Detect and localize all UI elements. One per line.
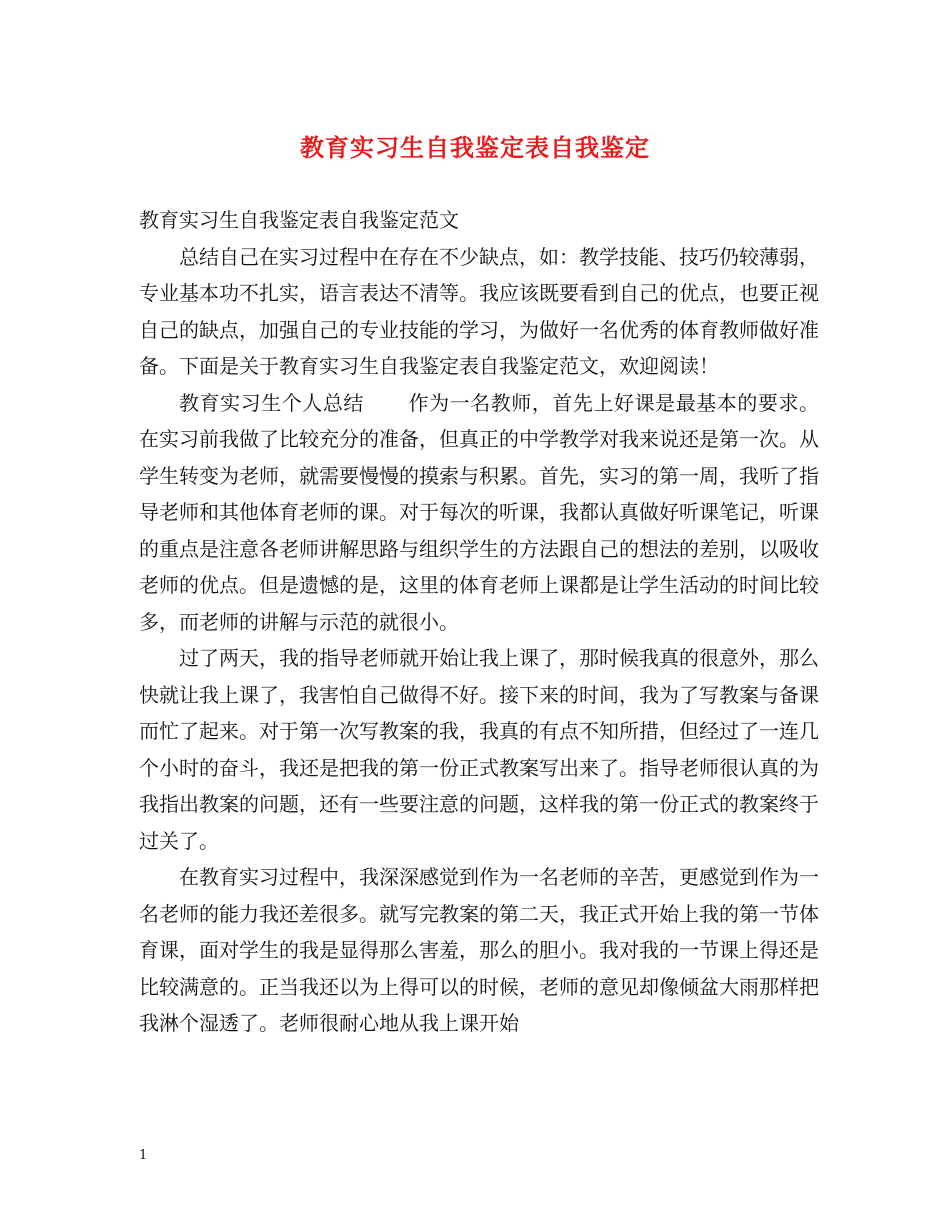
paragraph-2	[139, 385, 819, 641]
paragraph-1: 总结自己在实习过程中在存在不少缺点，如：教学技能、技巧仍较薄弱，专业基本功不扎实，语言表达不清等。我应该既要看到自己的优点，也要正视自己的缺点，加强自己的专业技能的学习，为做好一名优秀的体育教师做好准备。下面是关于教育实习生自我鉴定表自我鉴定范文，欢迎阅读！	[139, 244, 819, 378]
document-subtitle: 教育实习生自我鉴定表自我鉴定范文	[139, 208, 459, 232]
paragraph-2-text: 作为一名教师，首先上好课是最基本的要求。在实习前我做了比较充分的准备，但真正的中学教学对我来说还是第一次。从学生转变为老师，就需要慢慢的摸索与积累。首先，实习的第一周，我听了指导老师和其他体育老师的课。对于每次的听课，我都认真做好听课笔记，听课的重点是注意各老师讲解思路与组织学生的方法跟自己的想法的差别，以吸收老师的优点。但是遗憾的是，这里的体育老师上课都是让学生活动的时间比较多，而老师的讲解与示范的就很小。	[139, 390, 820, 634]
section-heading: 教育实习生个人总结	[179, 390, 364, 415]
document-title: 教育实习生自我鉴定表自我鉴定	[300, 133, 650, 162]
page-number: 1	[139, 1148, 148, 1163]
document-body	[139, 202, 819, 1042]
paragraph-4: 在教育实习过程中，我深深感觉到作为一名老师的辛苦，更感觉到作为一名老师的能力我还差很多。就写完教案的第二天，我正式开始上我的第一节体育课，面对学生的我是显得那么害羞，那么的胆小。我对我的一节课上得还是比较满意的。正当我还以为上得可以的时候，老师的意见却像倾盆大雨那样把我淋个湿透了。老师很耐心地从我上课开始	[139, 865, 819, 1035]
paragraph-3: 过了两天，我的指导老师就开始让我上课了，那时候我真的很意外，那么快就让我上课了，我害怕自己做得不好。接下来的时间，我为了写教案与备课而忙了起来。对于第一次写教案的我，我真的有点不知所措，但经过了一连几个小时的奋斗，我还是把我的第一份正式教案写出来了。指导老师很认真的为我指出教案的问题，还有一些要注意的问题，这样我的第一份正式的教案终于过关了。	[139, 646, 819, 853]
